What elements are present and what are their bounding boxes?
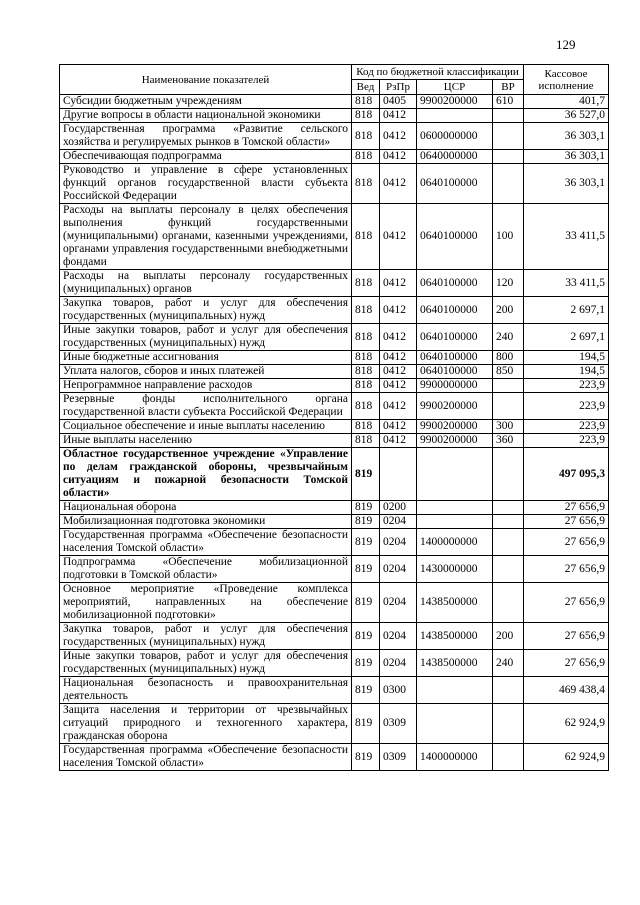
row-vr bbox=[493, 556, 524, 583]
row-vr bbox=[493, 677, 524, 704]
row-amount: 33 411,5 bbox=[524, 270, 609, 297]
row-amount: 223,9 bbox=[524, 434, 609, 448]
row-csr: 0640100000 bbox=[417, 204, 493, 270]
row-vr bbox=[493, 501, 524, 515]
header-csr: ЦСР bbox=[417, 80, 493, 95]
row-csr: 0640100000 bbox=[417, 365, 493, 379]
row-rzpr: 0204 bbox=[380, 556, 417, 583]
row-vr: 200 bbox=[493, 623, 524, 650]
table-row bbox=[60, 677, 609, 704]
table-row bbox=[60, 744, 609, 771]
table-row bbox=[60, 434, 609, 448]
header-code-group: Код по бюджетной классификации bbox=[352, 65, 524, 80]
row-csr: 0640100000 bbox=[417, 270, 493, 297]
row-csr: 1400000000 bbox=[417, 529, 493, 556]
row-amount: 62 924,9 bbox=[524, 744, 609, 771]
row-csr: 9900200000 bbox=[417, 420, 493, 434]
row-rzpr: 0309 bbox=[380, 744, 417, 771]
row-csr: 0600000000 bbox=[417, 123, 493, 150]
row-vr bbox=[493, 393, 524, 420]
row-amount: 27 656,9 bbox=[524, 501, 609, 515]
row-rzpr: 0412 bbox=[380, 164, 417, 204]
row-vr bbox=[493, 379, 524, 393]
row-ved: 818 bbox=[352, 109, 380, 123]
row-name: Национальная оборона bbox=[60, 501, 352, 515]
row-name: Защита населения и территории от чрезвычайных ситуаций природного и техногенного характера, гражданская оборона bbox=[60, 704, 352, 744]
row-ved: 819 bbox=[352, 704, 380, 744]
row-amount: 36 303,1 bbox=[524, 150, 609, 164]
row-rzpr: 0412 bbox=[380, 393, 417, 420]
table-row bbox=[60, 297, 609, 324]
row-csr: 9900000000 bbox=[417, 379, 493, 393]
row-amount: 27 656,9 bbox=[524, 515, 609, 529]
table-row bbox=[60, 393, 609, 420]
header-name: Наименование показателей bbox=[60, 65, 352, 95]
table-row bbox=[60, 95, 609, 109]
row-csr: 0640100000 bbox=[417, 324, 493, 351]
row-rzpr: 0405 bbox=[380, 95, 417, 109]
row-name: Иные закупки товаров, работ и услуг для обеспечения государственных (муниципальных) нужд bbox=[60, 324, 352, 351]
row-csr bbox=[417, 515, 493, 529]
table-row bbox=[60, 123, 609, 150]
row-rzpr: 0412 bbox=[380, 351, 417, 365]
row-name: Расходы на выплаты персоналу государственных (муниципальных) органов bbox=[60, 270, 352, 297]
row-rzpr: 0412 bbox=[380, 434, 417, 448]
row-rzpr: 0412 bbox=[380, 150, 417, 164]
row-ved: 819 bbox=[352, 583, 380, 623]
row-csr: 1430000000 bbox=[417, 556, 493, 583]
row-name: Резервные фонды исполнительного органа государственной власти субъекта Российской Федерации bbox=[60, 393, 352, 420]
row-amount: 2 697,1 bbox=[524, 324, 609, 351]
row-name: Социальное обеспечение и иные выплаты населению bbox=[60, 420, 352, 434]
row-vr bbox=[493, 529, 524, 556]
row-vr bbox=[493, 164, 524, 204]
row-amount: 2 697,1 bbox=[524, 297, 609, 324]
row-rzpr bbox=[380, 448, 417, 501]
row-amount: 194,5 bbox=[524, 351, 609, 365]
row-ved: 819 bbox=[352, 623, 380, 650]
row-amount: 27 656,9 bbox=[524, 556, 609, 583]
table-row bbox=[60, 365, 609, 379]
row-rzpr: 0300 bbox=[380, 677, 417, 704]
row-vr bbox=[493, 109, 524, 123]
row-rzpr: 0412 bbox=[380, 123, 417, 150]
row-csr: 9900200000 bbox=[417, 434, 493, 448]
row-vr: 240 bbox=[493, 324, 524, 351]
table-row bbox=[60, 204, 609, 270]
table-row bbox=[60, 324, 609, 351]
row-rzpr: 0412 bbox=[380, 379, 417, 393]
row-amount: 62 924,9 bbox=[524, 704, 609, 744]
table-row bbox=[60, 623, 609, 650]
row-csr: 1438500000 bbox=[417, 583, 493, 623]
row-name: Иные закупки товаров, работ и услуг для обеспечения государственных (муниципальных) нужд bbox=[60, 650, 352, 677]
row-csr: 9900200000 bbox=[417, 393, 493, 420]
row-name: Областное государственное учреждение «Управление по делам гражданской обороны, чрезвычайным ситуациям и пожарной безопасности Томской области» bbox=[60, 448, 352, 501]
row-name: Руководство и управление в сфере установленных функций органов государственной власти субъекта Российской Федерации bbox=[60, 164, 352, 204]
row-name: Закупка товаров, работ и услуг для обеспечения государственных (муниципальных) нужд bbox=[60, 623, 352, 650]
table-header-row bbox=[60, 65, 609, 80]
row-rzpr: 0412 bbox=[380, 324, 417, 351]
row-amount: 36 527,0 bbox=[524, 109, 609, 123]
row-name: Национальная безопасность и правоохранительная деятельность bbox=[60, 677, 352, 704]
row-csr: 1400000000 bbox=[417, 744, 493, 771]
row-csr bbox=[417, 704, 493, 744]
row-vr: 120 bbox=[493, 270, 524, 297]
row-csr: 0640100000 bbox=[417, 297, 493, 324]
table-row bbox=[60, 109, 609, 123]
header-vr: ВР bbox=[493, 80, 524, 95]
row-ved: 819 bbox=[352, 744, 380, 771]
row-amount: 27 656,9 bbox=[524, 529, 609, 556]
row-csr: 0640000000 bbox=[417, 150, 493, 164]
header-amount: Кассовое исполнение bbox=[524, 65, 609, 95]
row-name: Иные выплаты населению bbox=[60, 434, 352, 448]
row-vr: 850 bbox=[493, 365, 524, 379]
row-ved: 818 bbox=[352, 393, 380, 420]
row-name: Иные бюджетные ассигнования bbox=[60, 351, 352, 365]
row-ved: 819 bbox=[352, 677, 380, 704]
budget-table bbox=[59, 64, 609, 771]
row-vr bbox=[493, 150, 524, 164]
table-row bbox=[60, 448, 609, 501]
row-amount: 194,5 bbox=[524, 365, 609, 379]
row-name: Уплата налогов, сборов и иных платежей bbox=[60, 365, 352, 379]
table-row bbox=[60, 704, 609, 744]
row-name: Непрограммное направление расходов bbox=[60, 379, 352, 393]
row-ved: 818 bbox=[352, 150, 380, 164]
row-rzpr: 0204 bbox=[380, 529, 417, 556]
page-number: 129 bbox=[556, 37, 576, 52]
row-ved: 818 bbox=[352, 297, 380, 324]
row-vr: 610 bbox=[493, 95, 524, 109]
row-amount: 27 656,9 bbox=[524, 583, 609, 623]
row-rzpr: 0309 bbox=[380, 704, 417, 744]
row-rzpr: 0204 bbox=[380, 650, 417, 677]
row-ved: 818 bbox=[352, 365, 380, 379]
table-body bbox=[60, 95, 609, 771]
row-ved: 818 bbox=[352, 270, 380, 297]
row-csr: 1438500000 bbox=[417, 650, 493, 677]
row-ved: 818 bbox=[352, 351, 380, 365]
row-csr bbox=[417, 501, 493, 515]
row-name: Расходы на выплаты персоналу в целях обеспечения выполнения функций государственными (муниципальными) органами, казенными учреждениями, органами управления государственными внебюджетными фондами bbox=[60, 204, 352, 270]
row-ved: 819 bbox=[352, 448, 380, 501]
row-name: Государственная программа «Обеспечение безопасности населения Томской области» bbox=[60, 529, 352, 556]
row-amount: 27 656,9 bbox=[524, 623, 609, 650]
row-name: Основное мероприятие «Проведение комплекса мероприятий, направленных на обеспечение мобилизационной подготовки» bbox=[60, 583, 352, 623]
row-ved: 819 bbox=[352, 515, 380, 529]
row-vr: 100 bbox=[493, 204, 524, 270]
row-ved: 819 bbox=[352, 650, 380, 677]
row-ved: 818 bbox=[352, 434, 380, 448]
row-rzpr: 0412 bbox=[380, 365, 417, 379]
row-vr bbox=[493, 515, 524, 529]
table-row bbox=[60, 556, 609, 583]
row-ved: 818 bbox=[352, 204, 380, 270]
row-ved: 819 bbox=[352, 501, 380, 515]
row-rzpr: 0412 bbox=[380, 297, 417, 324]
row-amount: 36 303,1 bbox=[524, 123, 609, 150]
row-rzpr: 0200 bbox=[380, 501, 417, 515]
row-name: Другие вопросы в области национальной экономики bbox=[60, 109, 352, 123]
row-rzpr: 0204 bbox=[380, 623, 417, 650]
table-row bbox=[60, 650, 609, 677]
row-name: Мобилизационная подготовка экономики bbox=[60, 515, 352, 529]
row-csr bbox=[417, 448, 493, 501]
row-vr bbox=[493, 448, 524, 501]
row-ved: 818 bbox=[352, 123, 380, 150]
row-ved: 818 bbox=[352, 164, 380, 204]
row-amount: 497 095,3 bbox=[524, 448, 609, 501]
row-amount: 401,7 bbox=[524, 95, 609, 109]
row-name: Государственная программа «Обеспечение безопасности населения Томской области» bbox=[60, 744, 352, 771]
table-row bbox=[60, 164, 609, 204]
row-rzpr: 0412 bbox=[380, 270, 417, 297]
row-rzpr: 0204 bbox=[380, 583, 417, 623]
row-vr bbox=[493, 583, 524, 623]
row-amount: 33 411,5 bbox=[524, 204, 609, 270]
row-ved: 818 bbox=[352, 379, 380, 393]
row-ved: 818 bbox=[352, 324, 380, 351]
row-csr bbox=[417, 109, 493, 123]
row-amount: 27 656,9 bbox=[524, 650, 609, 677]
row-ved: 818 bbox=[352, 420, 380, 434]
table-row bbox=[60, 270, 609, 297]
row-ved: 819 bbox=[352, 556, 380, 583]
row-amount: 223,9 bbox=[524, 393, 609, 420]
row-ved: 819 bbox=[352, 529, 380, 556]
row-amount: 36 303,1 bbox=[524, 164, 609, 204]
header-rzpr: РзПр bbox=[380, 80, 417, 95]
row-csr: 9900200000 bbox=[417, 95, 493, 109]
row-amount: 469 438,4 bbox=[524, 677, 609, 704]
row-ved: 818 bbox=[352, 95, 380, 109]
row-name: Государственная программа «Развитие сельского хозяйства и регулируемых рынков в Томской области» bbox=[60, 123, 352, 150]
row-name: Субсидии бюджетным учреждениям bbox=[60, 95, 352, 109]
row-vr bbox=[493, 123, 524, 150]
row-vr: 800 bbox=[493, 351, 524, 365]
row-amount: 223,9 bbox=[524, 420, 609, 434]
row-vr: 300 bbox=[493, 420, 524, 434]
row-vr: 360 bbox=[493, 434, 524, 448]
table-row bbox=[60, 379, 609, 393]
row-csr: 1438500000 bbox=[417, 623, 493, 650]
row-vr bbox=[493, 744, 524, 771]
row-name: Обеспечивающая подпрограмма bbox=[60, 150, 352, 164]
row-name: Закупка товаров, работ и услуг для обеспечения государственных (муниципальных) нужд bbox=[60, 297, 352, 324]
header-ved: Вед bbox=[352, 80, 380, 95]
table-row bbox=[60, 420, 609, 434]
row-csr: 0640100000 bbox=[417, 164, 493, 204]
table-row bbox=[60, 501, 609, 515]
row-csr: 0640100000 bbox=[417, 351, 493, 365]
row-rzpr: 0412 bbox=[380, 109, 417, 123]
table-row bbox=[60, 351, 609, 365]
row-rzpr: 0204 bbox=[380, 515, 417, 529]
row-csr bbox=[417, 677, 493, 704]
table-row bbox=[60, 583, 609, 623]
row-rzpr: 0412 bbox=[380, 204, 417, 270]
row-rzpr: 0412 bbox=[380, 420, 417, 434]
table-row bbox=[60, 150, 609, 164]
row-vr: 240 bbox=[493, 650, 524, 677]
row-vr bbox=[493, 704, 524, 744]
row-name: Подпрограмма «Обеспечение мобилизационной подготовки в Томской области» bbox=[60, 556, 352, 583]
row-vr: 200 bbox=[493, 297, 524, 324]
table-row bbox=[60, 515, 609, 529]
table-row bbox=[60, 529, 609, 556]
row-amount: 223,9 bbox=[524, 379, 609, 393]
